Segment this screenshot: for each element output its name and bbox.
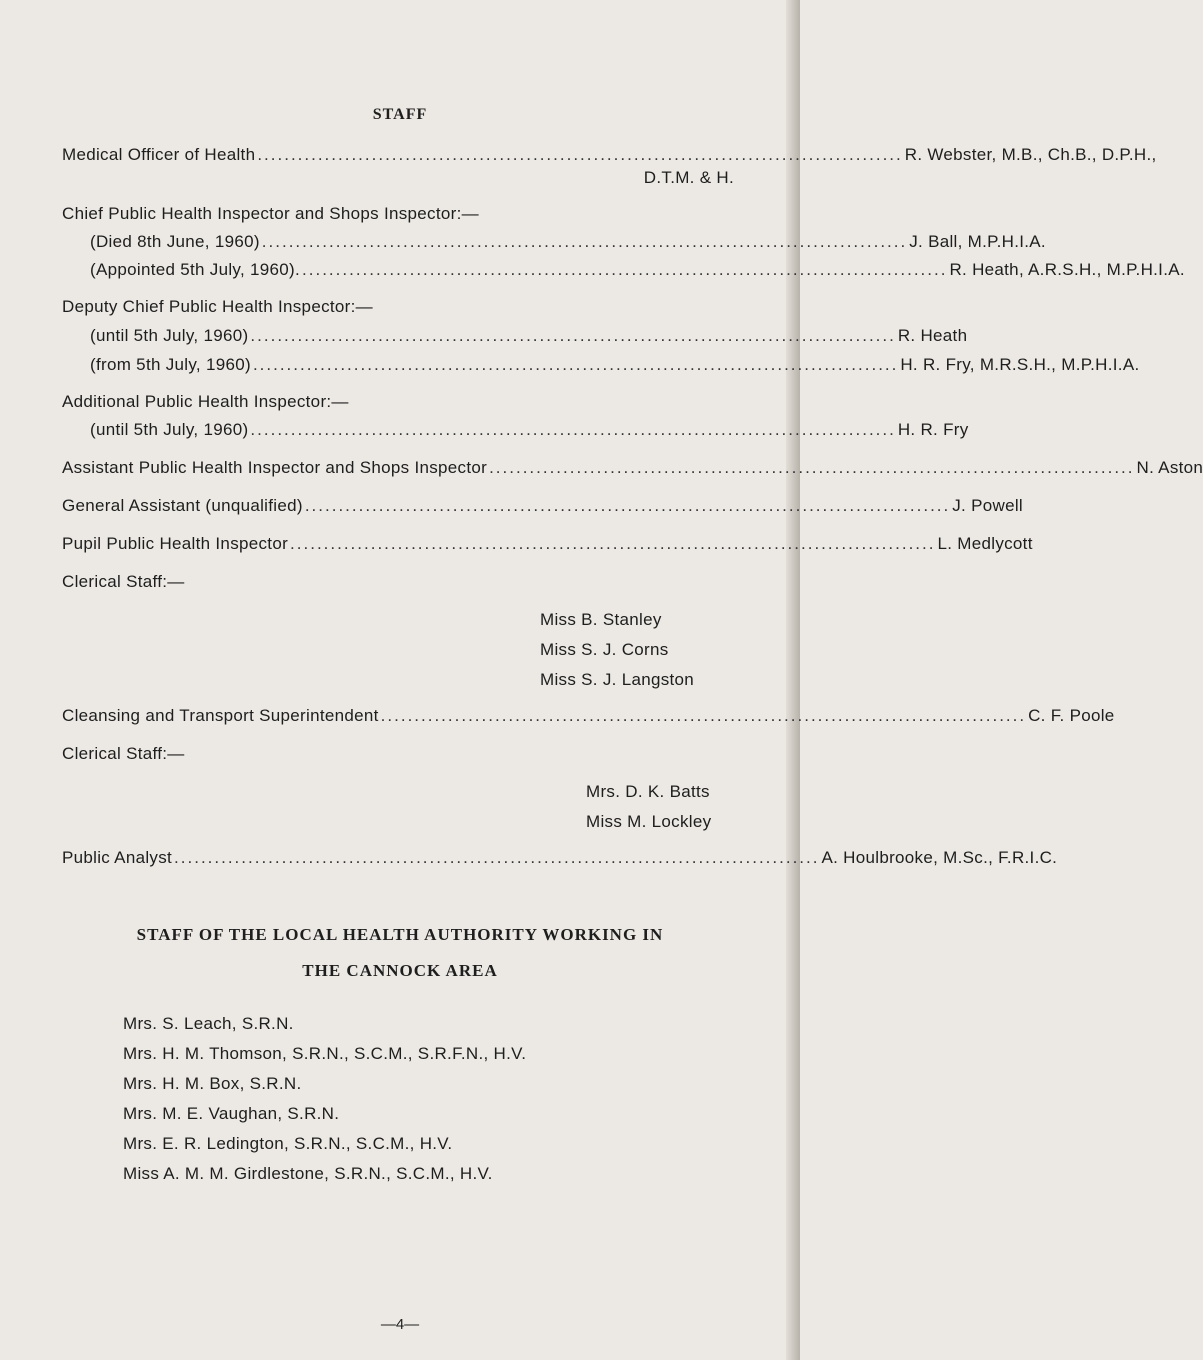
clerical-heading-2: Clerical Staff:— <box>62 744 185 763</box>
analyst-row <box>62 848 1058 868</box>
deputy-from-row <box>90 355 1140 375</box>
leader-dots: ................................................................................................ <box>290 534 936 553</box>
leader-dots: ................................................................................................ <box>174 848 820 867</box>
general-assistant-row <box>62 496 1023 516</box>
cphi-appointed-row <box>90 260 1185 280</box>
list-item: Miss A. M. M. Girdlestone, S.R.N., S.C.M., H.V. <box>123 1164 493 1183</box>
cphi-appointed-value: R. Heath, A.R.S.H., M.P.H.I.A. <box>949 260 1185 279</box>
additional-until-row <box>90 420 969 440</box>
page-edge-shadow <box>786 0 800 1360</box>
leader-dots: ................................................................................................ <box>489 458 1135 477</box>
cleansing-value: C. F. Poole <box>1028 706 1115 725</box>
clerical-name: Miss S. J. Corns <box>540 640 669 659</box>
moh-value-cont: D.T.M. & H. <box>643 168 734 187</box>
list-item: Mrs. H. M. Box, S.R.N. <box>123 1074 302 1093</box>
lha-heading-line-1: STAFF OF THE LOCAL HEALTH AUTHORITY WORKING IN <box>136 925 664 944</box>
cphi-died-label: (Died 8th June, 1960) <box>90 232 260 251</box>
clerical-name: Mrs. D. K. Batts <box>586 782 710 801</box>
clerical-name: Miss S. J. Langston <box>540 670 695 689</box>
pupil-label: Pupil Public Health Inspector <box>62 534 289 553</box>
clerical-heading-1: Clerical Staff:— <box>62 572 185 591</box>
cleansing-label: Cleansing and Transport Superintendent <box>62 706 379 725</box>
general-assistant-value: J. Powell <box>952 496 1023 515</box>
deputy-until-value: R. Heath <box>897 326 968 345</box>
leader-dots: ................................................................................................ <box>380 706 1027 725</box>
list-item: Mrs. H. M. Thomson, S.R.N., S.C.M., S.R.F.N., H.V. <box>123 1044 527 1063</box>
clerical-name: Miss M. Lockley <box>586 812 712 831</box>
leader-dots: ................................................................................................ <box>252 355 899 374</box>
pupil-value: L. Medlycott <box>937 534 1033 553</box>
cphi-appointed-label: (Appointed 5th July, 1960). <box>90 260 301 279</box>
assistant-label: Assistant Public Health Inspector and Shops Inspector <box>62 458 488 477</box>
moh-value: R. Webster, M.B., Ch.B., D.P.H., <box>904 145 1157 164</box>
page-number: —4— <box>380 1316 420 1333</box>
deputy-heading: Deputy Chief Public Health Inspector:— <box>62 297 373 316</box>
additional-until-value: H. R. Fry <box>897 420 969 439</box>
moh-row <box>62 145 1157 165</box>
additional-heading: Additional Public Health Inspector:— <box>62 392 349 411</box>
assistant-row <box>62 458 1203 478</box>
lha-staff-list <box>123 1009 526 1189</box>
page-title: STAFF <box>372 106 428 123</box>
list-item: Mrs. E. R. Ledington, S.R.N., S.C.M., H.V. <box>123 1134 453 1153</box>
leader-dots: ................................................................................................ <box>302 260 948 279</box>
deputy-until-row <box>90 326 968 346</box>
cleansing-row <box>62 706 1115 726</box>
analyst-value: A. Houlbrooke, M.Sc., F.R.I.C. <box>821 848 1058 867</box>
list-item: Mrs. M. E. Vaughan, S.R.N. <box>123 1104 340 1123</box>
general-assistant-label: General Assistant (unqualified) <box>62 496 303 515</box>
leader-dots: ................................................................................................ <box>304 496 951 515</box>
deputy-until-label: (until 5th July, 1960) <box>90 326 249 345</box>
list-item: Mrs. S. Leach, S.R.N. <box>123 1014 294 1033</box>
lha-heading-line-2: THE CANNOCK AREA <box>302 961 498 980</box>
additional-until-label: (until 5th July, 1960) <box>90 420 249 439</box>
clerical-name: Miss B. Stanley <box>540 610 662 629</box>
cphi-died-row <box>90 232 1046 252</box>
leader-dots: ................................................................................................ <box>250 420 896 439</box>
leader-dots: ................................................................................................ <box>261 232 908 251</box>
pupil-row <box>62 534 1033 554</box>
cphi-died-value: J. Ball, M.P.H.I.A. <box>909 232 1046 251</box>
leader-dots: ................................................................................................ <box>250 326 896 345</box>
deputy-from-label: (from 5th July, 1960) <box>90 355 251 374</box>
cphi-heading: Chief Public Health Inspector and Shops Inspector:— <box>62 204 479 223</box>
deputy-from-value: H. R. Fry, M.R.S.H., M.P.H.I.A. <box>900 355 1140 374</box>
assistant-value: N. Aston <box>1136 458 1203 477</box>
leader-dots: ................................................................................................ <box>257 145 903 164</box>
analyst-label: Public Analyst <box>62 848 173 867</box>
moh-label: Medical Officer of Health <box>62 145 256 164</box>
